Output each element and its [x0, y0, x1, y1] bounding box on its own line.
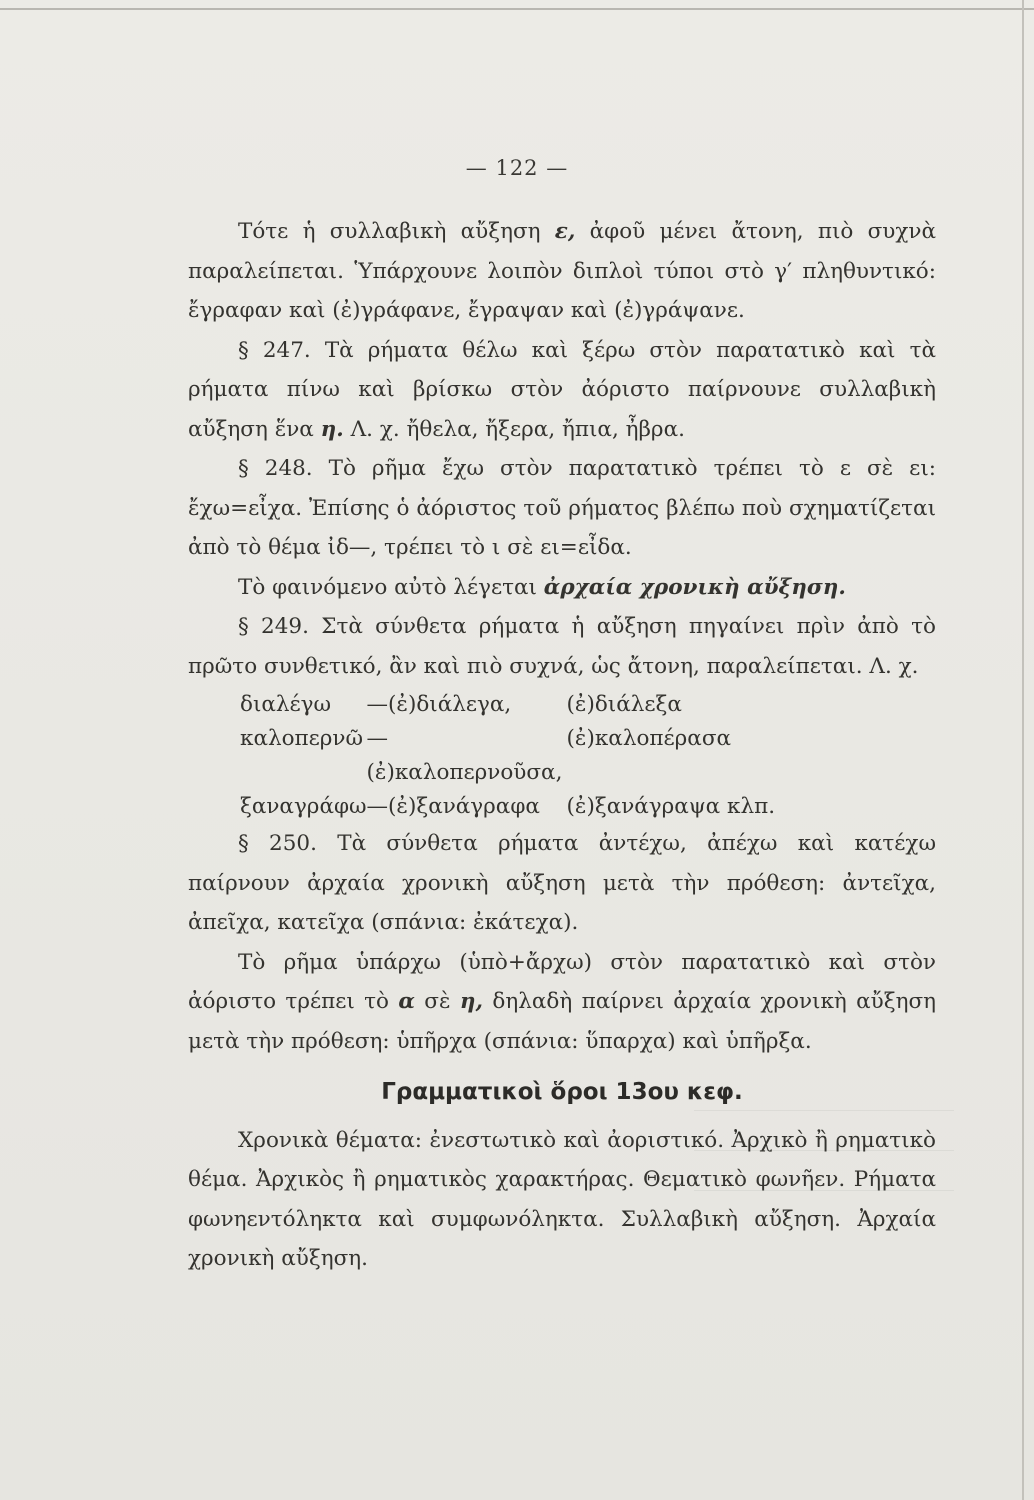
section-250-hyparcho: Τὸ ρῆμα ὑπάρχω (ὑπὸ+ἄρχω) στὸν παρατατικὸ καὶ στὸν ἀόριστο τρέπει τὸ α σὲ η, δηλαδὴ παίρνει ἀρχαία χρονικὴ αὔξηση μετὰ τὴν πρόθεση: ὑπῆρχα (σπάνια: ὕπαρχα) καὶ ὑπῆρξα. [188, 949, 937, 1054]
example-aorist: (ἐ)καλοπέρασα [566, 726, 732, 751]
paragraph-syllabic-augment: Τότε ἡ συλλαβικὴ αὔξηση ε, ἀφοῦ μένει ἄτονη, πιὸ συχνὰ παραλείπεται. Ὑπάρχουνε λοιπὸν διπλοὶ τύποι στὸ γ′ πληθυντικό: ἔγραφαν καὶ (ἐ)γράφανε, ἔγραψαν καὶ (ἐ)γράψανε. [188, 219, 936, 323]
compound-verb-examples [240, 688, 775, 824]
letter-e: ε, [554, 219, 576, 244]
example-imperfect: —(ἐ)ξανάγραφα [366, 794, 540, 819]
terms-heading: Γραμματικοὶ ὅροι 13ου κεφ. [381, 1079, 743, 1105]
section-247: § 247. Τὰ ρήματα θέλω καὶ ξέρω στὸν παρατατικὸ καὶ τὰ ρήματα πίνω καὶ βρίσκω στὸν ἀόριστο παίρνουνε συλλαβικὴ αὔξηση ἕνα η. Λ. χ. ἤθελα, ἤξερα, ἤπια, ἦβρα. [188, 337, 936, 442]
terms-list: Χρονικὰ θέματα: ἐνεστωτικὸ καὶ ἀοριστικό. Ἀρχικὸ ἢ ρηματικὸ θέμα. Ἀρχικὸς ἢ ρηματικὸς χαρακτήρας. Θεματικὸ φωνῆεν. Ρήματα φωνηεντόληκτα καὶ συμφωνόληκτα. Συλλαβικὴ αὔξηση. Ἀρχαία χρονικὴ αὔξηση. [188, 1127, 936, 1271]
example-row [240, 722, 775, 790]
page-number: — 122 — [465, 156, 569, 180]
bleed-through-line [694, 1150, 954, 1151]
scan-frame-top [0, 8, 1034, 10]
scan-frame-right [1022, 0, 1024, 1500]
example-aorist: (ἐ)ξανάγραψα κλπ. [566, 794, 776, 819]
section-249: § 249. Στὰ σύνθετα ρήματα ἡ αὔξηση πηγαίνει πρὶν ἀπὸ τὸ πρῶτο συνθετικό, ἂν καὶ πιὸ συχνά, ὡς ἄτονη, παραλείπεται. Λ. χ. [188, 614, 936, 679]
example-verb: καλοπερνῶ [240, 726, 364, 751]
term-ancient-temporal-augment: ἀρχαία χρονικὴ αὔξηση. [543, 574, 846, 600]
letter-alpha: α [398, 989, 415, 1014]
letter-eta: η, [459, 989, 484, 1014]
letter-eta: η. [320, 416, 344, 442]
example-aorist: (ἐ)διάλεξα [566, 692, 682, 717]
example-imperfect: —(ἐ)καλοπερνοῦσα, [366, 726, 563, 785]
bleed-through-line [694, 1190, 954, 1191]
section-250: § 250. Τὰ σύνθετα ρήματα ἀντέχω, ἀπέχω καὶ κατέχω παίρνουν ἀρχαία χρονικὴ αὔξηση μετὰ τὴν πρόθεση: ἀντεῖχα, ἀπεῖχα, κατεῖχα (σπάνια: ἐκάτεχα). [188, 831, 936, 935]
example-imperfect: —(ἐ)διάλεγα, [366, 692, 512, 717]
section-248: § 248. Τὸ ρῆμα ἔχω στὸν παρατατικὸ τρέπει τὸ ε σὲ ει: ἔχω=εἶχα. Ἐπίσης ὁ ἀόριστος τοῦ ρήματος βλέπω ποὺ σχηματίζεται ἀπὸ τὸ θέμα ἰδ—, τρέπει τὸ ι σὲ ει=εἶδα. [188, 456, 936, 560]
section-248-term: Τὸ φαινόμενο αὐτὸ λέγεται ἀρχαία χρονικὴ αὔξηση. [238, 574, 846, 600]
example-verb: διαλέγω [240, 692, 332, 717]
bleed-through-line [694, 1110, 954, 1111]
text-column [188, 212, 936, 1279]
example-row [240, 790, 775, 824]
example-row [240, 688, 775, 722]
example-verb: ξαναγράφω [240, 794, 367, 819]
